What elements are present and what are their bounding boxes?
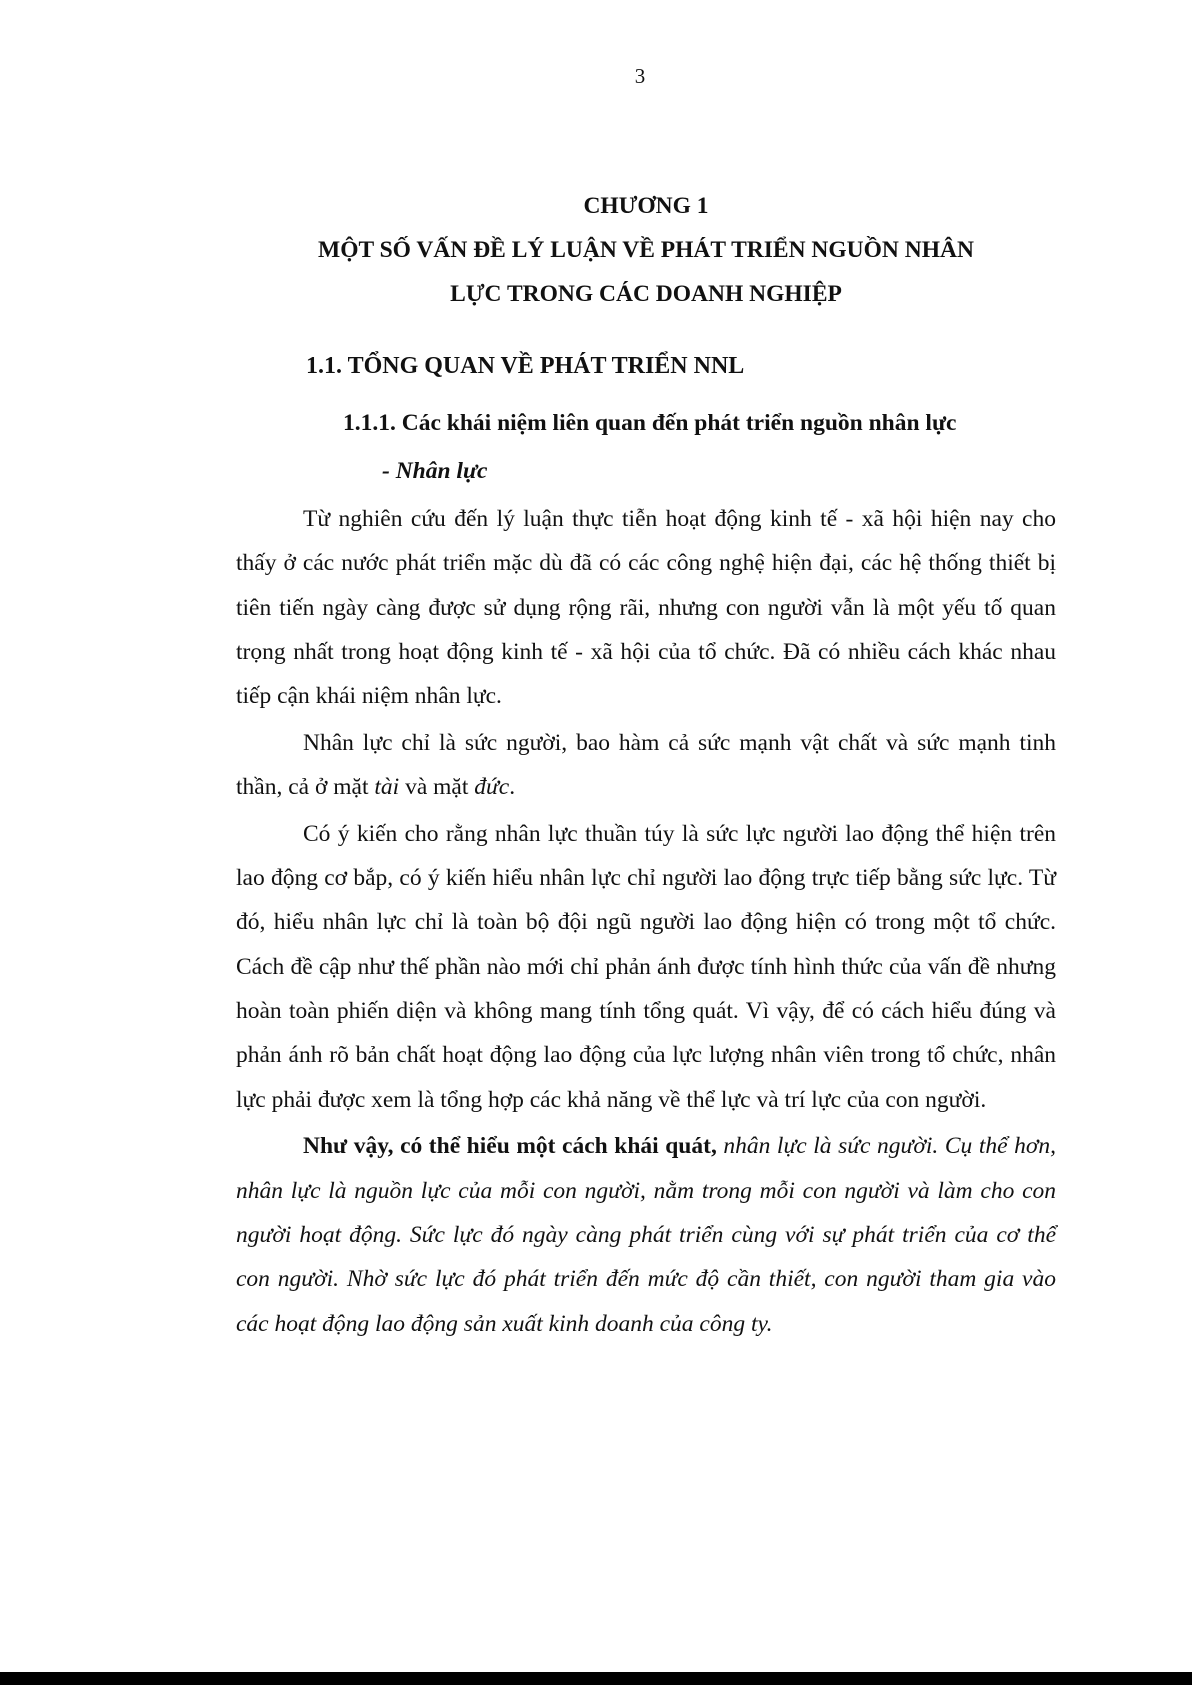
- chapter-title-line-2: LỰC TRONG CÁC DOANH NGHIỆP: [450, 281, 842, 307]
- page-number: 3: [634, 64, 646, 88]
- chapter-title-line-1: MỘT SỐ VẤN ĐỀ LÝ LUẬN VỀ PHÁT TRIỂN NGUỒN NHÂN: [318, 237, 974, 263]
- body-text: [236, 497, 1056, 1348]
- chapter-heading: [236, 184, 1056, 316]
- paragraph-4-bold-lead: Như vậy, có thể hiểu một cách khái quát,: [303, 1133, 717, 1160]
- paragraph-1: Từ nghiên cứu đến lý luận thực tiễn hoạt động kinh tế - xã hội hiện nay cho thấy ở các nước phát triển mặc dù đã có các công nghệ hiện đại, các hệ thống thiết bị tiên tiến ngày càng được sử dụng rộng rãi, nhưng con người vẫn là một yếu tố quan trọng nhất trong hoạt động kinh tế - xã hội của tổ chức. Đã có nhiều cách khác nhau tiếp cận khái niệm nhân lực.: [236, 506, 1056, 710]
- chapter-label: CHƯƠNG 1: [583, 193, 709, 219]
- paragraph-2: [236, 721, 1056, 810]
- paragraph-4-italic-definition: nhân lực là sức người. Cụ thể hơn, nhân lực là nguồn lực của mỗi con người, nằm trong mỗi con người và làm cho con người hoạt động. Sức lực đó ngày càng phát triển cùng với sự phát triển của cơ thể con người. Nhờ sức lực đó phát triển đến mức độ cần thiết, con người tham gia vào các hoạt động lao động sản xuất kinh doanh của công ty.: [236, 1133, 1056, 1337]
- paragraph-2-part-c: và mặt: [399, 774, 475, 801]
- paragraph-2-part-a: Nhân lực chỉ là sức người, bao hàm cả sức mạnh vật chất và sức mạnh tinh thần, cả ở mặt: [236, 729, 1056, 801]
- bottom-edge-bar: [0, 1672, 1192, 1685]
- paragraph-2-part-e: .: [509, 774, 516, 801]
- paragraph-2-emphasis-duc: đức: [474, 774, 510, 801]
- paragraph-2-emphasis-tai: tài: [374, 774, 400, 801]
- subsection-heading: 1.1.1. Các khái niệm liên quan đến phát triển nguồn nhân lực: [343, 410, 957, 436]
- term-heading: - Nhân lực: [382, 458, 488, 484]
- paragraph-3: Có ý kiến cho rằng nhân lực thuần túy là sức lực người lao động thể hiện trên lao động cơ bắp, có ý kiến hiểu nhân lực chỉ người lao động trực tiếp bằng sức lực. Từ đó, hiểu nhân lực chỉ là toàn bộ đội ngũ người lao động hiện có trong một tổ chức. Cách đề cập như thế phần nào mới chỉ phản ánh được tính hình thức của vấn đề nhưng hoàn toàn phiến diện và không mang tính tổng quát. Vì vậy, để có cách hiểu đúng và phản ánh rõ bản chất hoạt động lao động của lực lượng nhân viên trong tổ chức, nhân lực phải được xem là tổng hợp các khả năng về thể lực và trí lực của con người.: [236, 820, 1056, 1113]
- paragraph-4: [236, 1124, 1056, 1345]
- section-heading: 1.1. TỔNG QUAN VỀ PHÁT TRIỂN NNL: [306, 353, 745, 379]
